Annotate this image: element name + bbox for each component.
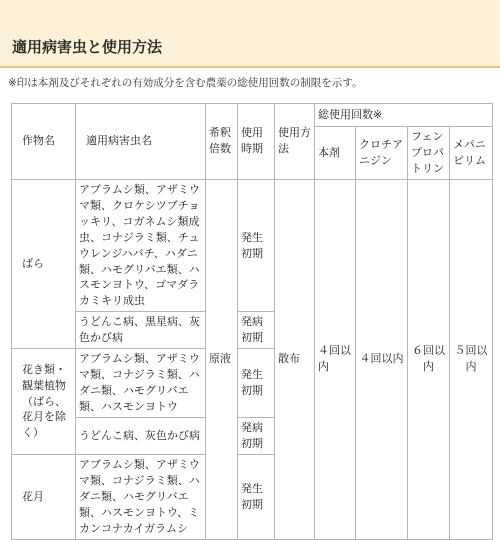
fenpropathrin-uses-cell: ６回以内: [408, 179, 450, 539]
header-mepanipyrim: メパニピリム: [450, 127, 493, 180]
header-dilution: 希釈倍数: [206, 104, 238, 180]
table-row: [12, 179, 493, 312]
dilution-cell: 原液: [206, 179, 238, 539]
section-title: 適用病害虫と使用方法: [12, 38, 163, 56]
timing-cell: 発生初期: [238, 179, 275, 312]
pest-cell: うどんこ病、灰色かび病: [76, 417, 206, 454]
pest-cell: アブラムシ類、アザミウマ類、クロケシツブチョッキリ、コガネムシ類成虫、コナジラミ類、チュウレンジハバチ、ハダニ類、ハモグリバエ類、ハスモンヨトウ、ゴマダラカミキリ成虫: [76, 179, 206, 312]
crop-cell: ばら: [12, 179, 76, 348]
timing-cell: 発病初期: [238, 417, 275, 454]
header-method: 使用方法: [275, 104, 315, 180]
timing-cell: 発生初期: [238, 454, 275, 539]
timing-cell: 発病初期: [238, 312, 275, 349]
section-header: [0, 0, 500, 68]
header-fenpropathrin: フェンプロパトリン: [408, 127, 450, 180]
header-pest: 適用病害虫名: [76, 104, 206, 180]
product-uses-cell: ４回以内: [315, 179, 356, 539]
clothianidin-uses-cell: ４回以内: [356, 179, 408, 539]
crop-cell: 花月: [12, 454, 76, 539]
header-timing: 使用時期: [238, 104, 275, 180]
timing-cell: 発生初期: [238, 349, 275, 418]
pest-cell: アブラムシ類、アザミウマ類、コナジラミ類、ハダニ類、ハモグリバエ類、ハスモンヨトウ、ミカンコナカイガラムシ: [76, 454, 206, 539]
header-crop: 作物名: [12, 104, 76, 180]
mepanipyrim-uses-cell: ５回以内: [450, 179, 493, 539]
header-product: 本剤: [315, 127, 356, 180]
crop-cell: 花き類・観葉植物（ばら、花月を除く）: [12, 349, 76, 455]
pest-cell: うどんこ病、黒星病、灰色かび病: [76, 312, 206, 349]
method-cell: 散布: [275, 179, 315, 539]
application-table: [11, 103, 493, 540]
pest-cell: アブラムシ類、アザミウマ類、コナジラミ類、ハダニ類、ハモグリバエ類、ハスモンヨトウ: [76, 349, 206, 418]
header-row-top: [12, 104, 493, 127]
header-total-uses: 総使用回数※: [315, 104, 493, 127]
header-clothianidin: クロチアニジン: [356, 127, 408, 180]
usage-note: ※印は本剤及びそれぞれの有効成分を含む農薬の総使用回数の制限を示す。: [8, 77, 363, 89]
